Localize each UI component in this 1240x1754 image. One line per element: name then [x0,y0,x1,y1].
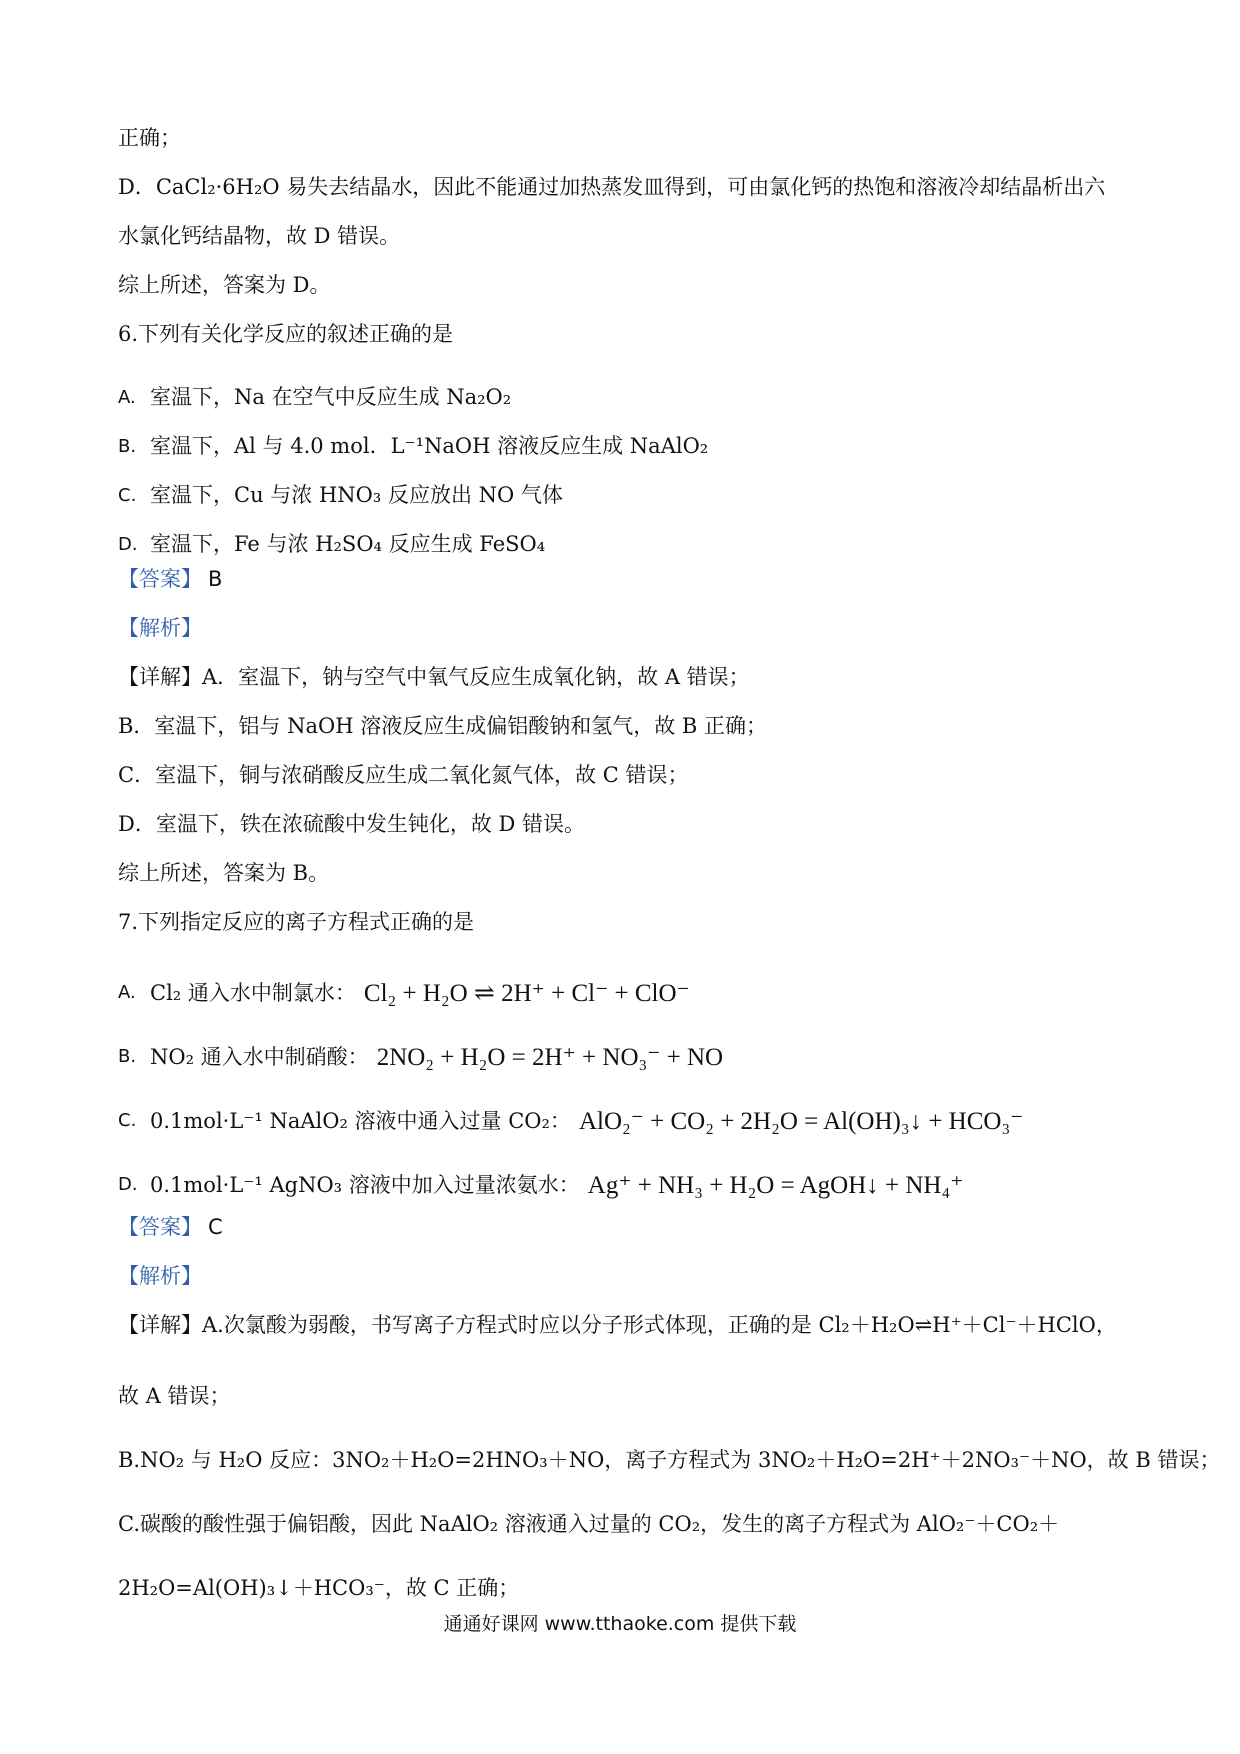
question-6-answer [118,569,1128,618]
analysis-tag: 【解析】 [118,616,202,640]
text-line: 故 A 错误； [118,1383,231,1408]
text-line: B.NO₂ 与 H₂O 反应：3NO₂＋H₂O=2HNO₃＋NO，离子方程式为 3NO₂＋H₂O=2H⁺＋2NO₃⁻＋NO，故 B 错误； [118,1447,1221,1472]
option-letter: B. [118,1046,137,1067]
option-letter: C. [118,1110,137,1131]
text-line: C.碳酸的酸性强于偏铝酸，因此 NaAlO₂ 溶液通入过量的 CO₂，发生的离子方程式为 AlO₂⁻＋CO₂＋ [118,1511,1060,1536]
answer-tag: 【答案】 [118,567,202,591]
text-line: B．室温下，铝与 NaOH 溶液反应生成偏铝酸钠和氢气，故 B 正确； [118,714,767,738]
question-6-stem: 6.下列有关化学反应的叙述正确的是 [118,322,454,346]
question-7-option-d: D. 0.1mol·L⁻¹ AgNO₃ 溶液中加入过量浓氨水： Ag⁺ + NH₃ + H₂O = AgOH↓ + NH₄⁺ [118,1171,964,1199]
text-line: D．室温下，铁在浓硫酸中发生钝化，故 D 错误。 [118,812,586,836]
equation: AlO₂⁻ + CO₂ + 2H₂O = Al(OH)₃↓ + HCO₃⁻ [578,1107,1024,1135]
question-6-analysis-tag [118,618,1128,667]
question-7-answer [118,1217,1128,1266]
option-letter: D. [118,1174,138,1195]
option-letter: B. [118,435,137,457]
text-line: C．室温下，铜与浓硝酸反应生成二氧化氮气体，故 C 错误； [118,763,689,787]
equation: Ag⁺ + NH₃ + H₂O = AgOH↓ + NH₄⁺ [587,1171,964,1199]
equation: Cl₂ + H₂O ⇌ 2H⁺ + Cl⁻ + ClO⁻ [363,979,690,1007]
question-7-analysis-tag [118,1266,1128,1315]
answer-value: C [208,1215,223,1239]
question-6-option-d: D. 室温下，Fe 与浓 H₂SO₄ 反应生成 FeSO₄ [118,532,546,556]
page-footer: 通通好课网 www.tthaoke.com 提供下载 [443,1613,797,1635]
analysis-tag: 【解析】 [118,1264,202,1288]
equation: 2NO₂ + H₂O = 2H⁺ + NO₃⁻ + NO [376,1043,724,1071]
text-line: D．CaCl₂·6H₂O 易失去结晶水，因此不能通过加热蒸发皿得到，可由氯化钙的热饱和溶液冷却结晶析出六 [118,175,1106,199]
question-6-option-b: B. 室温下，Al 与 4.0 mol．L⁻¹NaOH 溶液反应生成 NaAlO₂ [118,434,709,458]
text-line: 综上所述，答案为 B。 [118,861,330,885]
question-6-option-c: C. 室温下，Cu 与浓 HNO₃ 反应放出 NO 气体 [118,483,563,507]
text-line: 2H₂O=Al(OH)₃↓＋HCO₃⁻，故 C 正确； [118,1575,520,1600]
text-line: 【详解】A.次氯酸为弱酸，书写离子方程式时应以分子形式体现，正确的是 Cl₂＋H₂O⇌H⁺＋Cl⁻＋HClO， [118,1313,1117,1337]
option-letter: C. [118,484,137,506]
question-7-option-c: C. 0.1mol·L⁻¹ NaAlO₂ 溶液中通入过量 CO₂： AlO₂⁻ + CO₂ + 2H₂O = Al(OH)₃↓ + HCO₃⁻ [118,1107,1024,1135]
question-6-option-a: A. 室温下，Na 在空气中反应生成 Na₂O₂ [118,385,512,409]
answer-tag: 【答案】 [118,1215,202,1239]
option-letter: A. [118,386,136,408]
text-line: 正确； [118,126,181,150]
option-letter: A. [118,982,136,1003]
question-7-option-b: B. NO₂ 通入水中制硝酸： 2NO₂ + H₂O = 2H⁺ + NO₃⁻ + NO [118,1043,724,1071]
text-line: 【详解】A．室温下，钠与空气中氧气反应生成氧化钠，故 A 错误； [118,665,750,689]
option-letter: D. [118,533,138,555]
text-line: 水氯化钙结晶物，故 D 错误。 [118,224,401,248]
question-7-option-a: A. Cl₂ 通入水中制氯水： Cl₂ + H₂O ⇌ 2H⁺ + Cl⁻ + ClO⁻ [118,979,690,1007]
question-7-stem: 7.下列指定反应的离子方程式正确的是 [118,910,475,934]
document-page [118,126,1221,1620]
answer-value: B [208,567,223,591]
text-line: 综上所述，答案为 D。 [118,273,331,297]
